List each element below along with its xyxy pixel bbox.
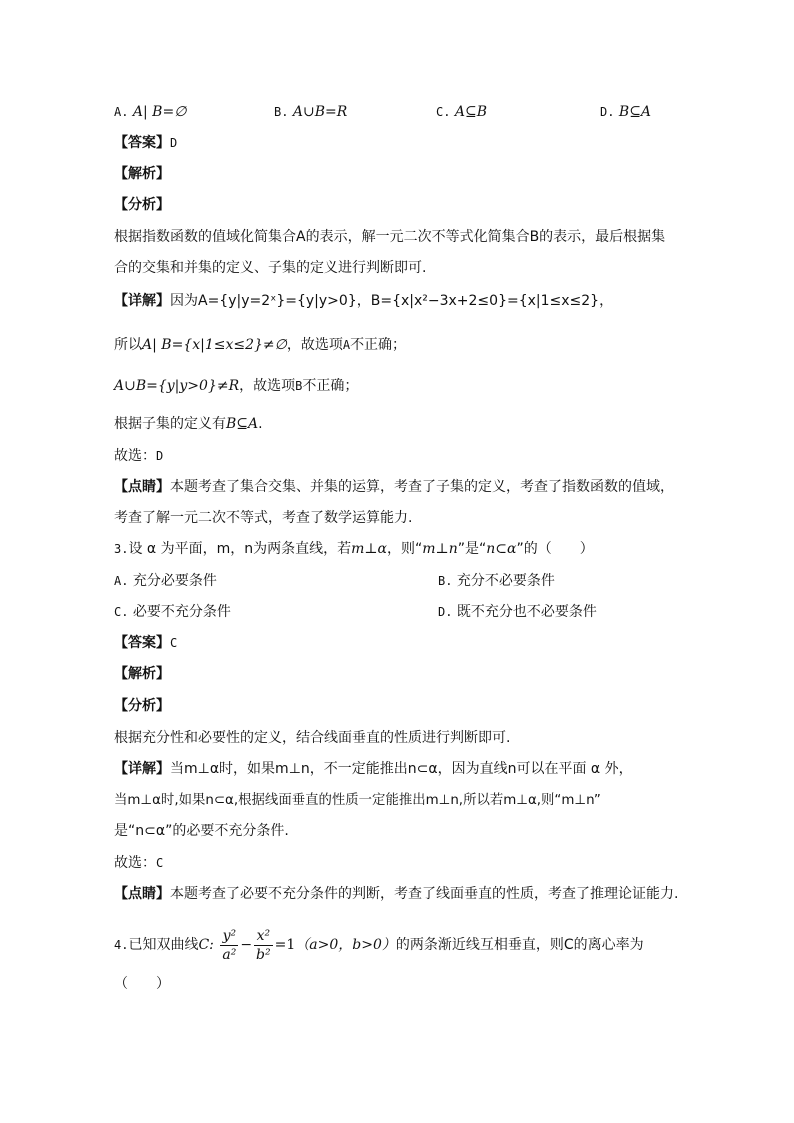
q2-detail-4: 根据子集的定义有B⊆A. bbox=[114, 416, 263, 432]
q2-detail-3: A∪B={y|y>0}≠R，故选项B不正确； bbox=[114, 378, 359, 394]
q3-option-a: A. 充分必要条件 bbox=[114, 573, 217, 589]
q3-fenxi-tag: 【分析】 bbox=[114, 698, 170, 714]
q4-fraction-y: $\frac{\text{y²}}{\text{a²}}$ bbox=[222, 927, 237, 963]
q3-comment-1: 【点睛】本题考查了必要不充分条件的判断，考查了线面垂直的性质，考查了推理论证能力. bbox=[114, 886, 679, 902]
q2-choose: 故选：D bbox=[114, 448, 164, 464]
q4-stem: 4.已知双曲线C: $\frac{\text{y²}}{\text{a²}}$ − $\frac{\text{x²}}{\text{b²}}$ =1（a>0，b>0）的两条渐近线互相垂直，则C的离心率为 bbox=[114, 927, 644, 963]
q3-fenxi-text: 根据充分性和必要性的定义，结合线面垂直的性质进行判断即可. bbox=[114, 730, 511, 746]
q2-comment-1: 【点睛】本题考查了集合交集、并集的运算，考查了子集的定义，考查了指数函数的值域， bbox=[114, 479, 674, 495]
q3-stem: 3.设 α 为平面，m，n为两条直线，若m⊥α，则“m⊥n”是“n⊂α”的（ ） bbox=[114, 541, 594, 557]
q2-option-c: C. A⊆B bbox=[436, 104, 488, 120]
q2-option-a: A. A| B=∅ bbox=[114, 104, 187, 120]
q3-analysis-tag: 【解析】 bbox=[114, 666, 170, 682]
q4-fraction-x: $\frac{\text{x²}}{\text{b²}}$ bbox=[256, 927, 271, 963]
q2-answer: 【答案】D bbox=[114, 135, 178, 151]
q2-fenxi-text: 根据指数函数的值域化简集合A的表示，解一元二次不等式化简集合B的表示，最后根据集 bbox=[114, 229, 666, 245]
q3-answer: 【答案】C bbox=[114, 635, 178, 651]
q3-detail-1: 【详解】当m⊥α时，如果m⊥n，不一定能推出n⊂α，因为直线n可以在平面 α 外， bbox=[114, 761, 633, 777]
q2-detail-2: 所以A| B={x|1≤x≤2}≠∅，故选项A不正确； bbox=[114, 337, 407, 353]
q4-stem-tail: （ ） bbox=[114, 976, 170, 992]
q2-analysis-tag: 【解析】 bbox=[114, 166, 170, 182]
q3-option-d: D. 既不充分也不必要条件 bbox=[438, 604, 597, 620]
q2-option-d: D. B⊆A bbox=[600, 104, 652, 120]
q3-choose: 故选：C bbox=[114, 855, 164, 871]
q3-option-b: B. 充分不必要条件 bbox=[438, 573, 555, 589]
q2-comment-2: 考查了解一元二次不等式，考查了数学运算能力. bbox=[114, 510, 413, 526]
q2-fenxi-text2: 合的交集和并集的定义、子集的定义进行判断即可. bbox=[114, 260, 427, 276]
q2-detail-1: 【详解】因为A={y|y=2ˣ}={y|y>0}，B={x|x²−3x+2≤0}={x|1≤x≤2}， bbox=[114, 293, 614, 309]
q3-option-c: C. 必要不充分条件 bbox=[114, 604, 231, 620]
q3-detail-2: 当m⊥α时,如果n⊂α,根据线面垂直的性质一定能推出m⊥n,所以若m⊥α,则“m⊥n” bbox=[114, 793, 601, 808]
q3-detail-3: 是“n⊂α”的必要不充分条件. bbox=[114, 823, 289, 839]
q2-option-b: B. A∪B=R bbox=[274, 104, 348, 120]
q2-fenxi-tag: 【分析】 bbox=[114, 197, 170, 213]
